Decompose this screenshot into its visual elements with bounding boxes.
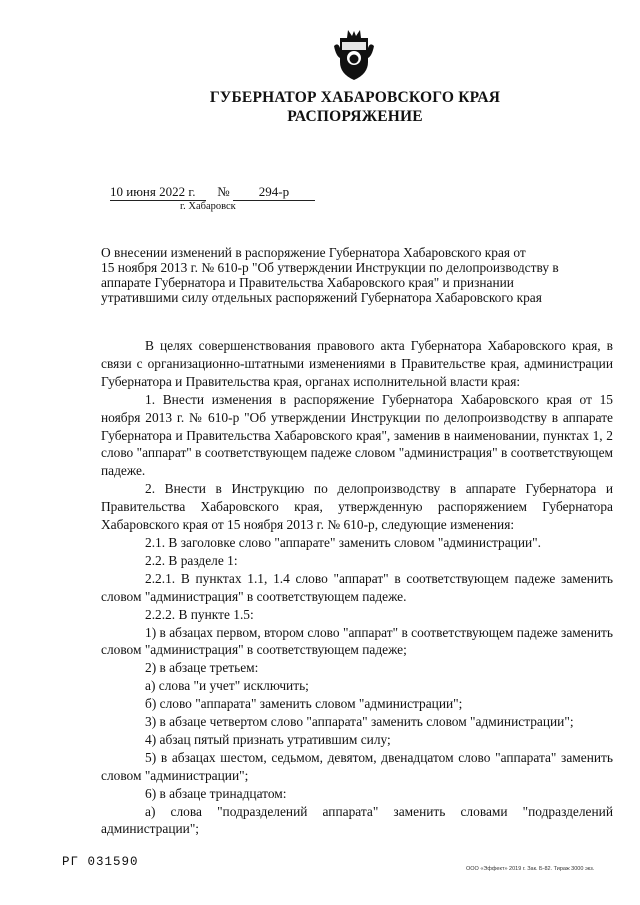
document-number: 294-р	[233, 184, 315, 201]
body-paragraph: 5) в абзацах шестом, седьмом, девятом, двенадцатом слово "аппарата" заменить словом "администрации";	[101, 749, 613, 783]
body-paragraph: 2.2. В разделе 1:	[145, 552, 238, 568]
subject-line: О внесении изменений в распоряжение Губернатора Хабаровского края от	[101, 245, 526, 260]
body-paragraph: 2. Внести в Инструкцию по делопроизводству в аппарате Губернатора и Правительства Хабаровского края, утвержденную распоряжением Губернатора Хабаровского края от 15 ноября 2013 г. № 610-р, следующие изменения:	[101, 481, 613, 533]
document-city: г. Хабаровск	[180, 201, 236, 212]
document-date: 10 июня 2022 г.	[110, 184, 206, 201]
body-paragraph: 2.2.2. В пункте 1.5:	[145, 606, 254, 622]
coat-of-arms-icon	[330, 28, 378, 82]
authority-title: ГУБЕРНАТОР ХАБАРОВСКОГО КРАЯ	[209, 89, 501, 106]
body-paragraph: В целях совершенствования правового акта Губернатора Хабаровского края, в связи с организационно-штатными изменениями в Правительстве края, администрации Губернатора и Правительства края, органах исполнительной власти края:	[101, 338, 613, 389]
body-paragraph: 2) в абзаце третьем:	[145, 660, 259, 676]
body-paragraph: а) слова "подразделений аппарата" заменить словами "подразделений администрации";	[101, 803, 613, 837]
body-paragraph: 2.1. В заголовке слово "аппарате" заменить словом "администрации".	[145, 534, 541, 550]
body-paragraph: 6) в абзаце тринадцатом:	[145, 785, 287, 801]
body-paragraph: б) слово "аппарата" заменить словом "администрации";	[145, 696, 463, 712]
date-number-line	[110, 184, 315, 201]
document-subject	[101, 245, 613, 305]
subject-line: 15 ноября 2013 г. № 610-р "Об утверждении Инструкции по делопроизводству в	[101, 260, 559, 275]
form-serial-number: РГ 031590	[62, 855, 139, 869]
document-type: РАСПОРЯЖЕНИЕ	[287, 108, 423, 125]
subject-line: утратившими силу отдельных распоряжений Губернатора Хабаровского края	[101, 290, 542, 305]
body-paragraph: а) слова "и учет" исключить;	[145, 678, 309, 694]
body-paragraph: 1. Внести изменения в распоряжение Губернатора Хабаровского края от 15 ноября 2013 г. № 610-р "Об утверждении Инструкции по делопроизводству в аппарате Губернатора и Правительства Хабаровского края", заменив в наименовании, пунктах 1, 2 слово "аппарат" в соответствующем падеже словом "администрация" в соответствующем падеже.	[101, 391, 613, 479]
printer-note: ООО «Эффект» 2019 г. Зак. Б-82. Тираж 3000 экз.	[466, 866, 595, 872]
body-paragraph: 4) абзац пятый признать утратившим силу;	[145, 731, 391, 747]
body-paragraph: 3) в абзаце четвертом слово "аппарата" заменить словом "администрации";	[145, 714, 574, 730]
body-paragraph: 1) в абзацах первом, втором слово "аппарат" в соответствующем падеже заменить словом "администрация" в соответствующем падеже;	[101, 624, 613, 658]
number-label: №	[217, 184, 230, 199]
body-paragraph: 2.2.1. В пунктах 1.1, 1.4 слово "аппарат" в соответствующем падеже заменить словом "администрация" в соответствующем падеже.	[101, 570, 613, 604]
subject-line: аппарате Губернатора и Правительства Хабаровского края" и признании	[101, 275, 514, 290]
document-body	[101, 337, 613, 838]
